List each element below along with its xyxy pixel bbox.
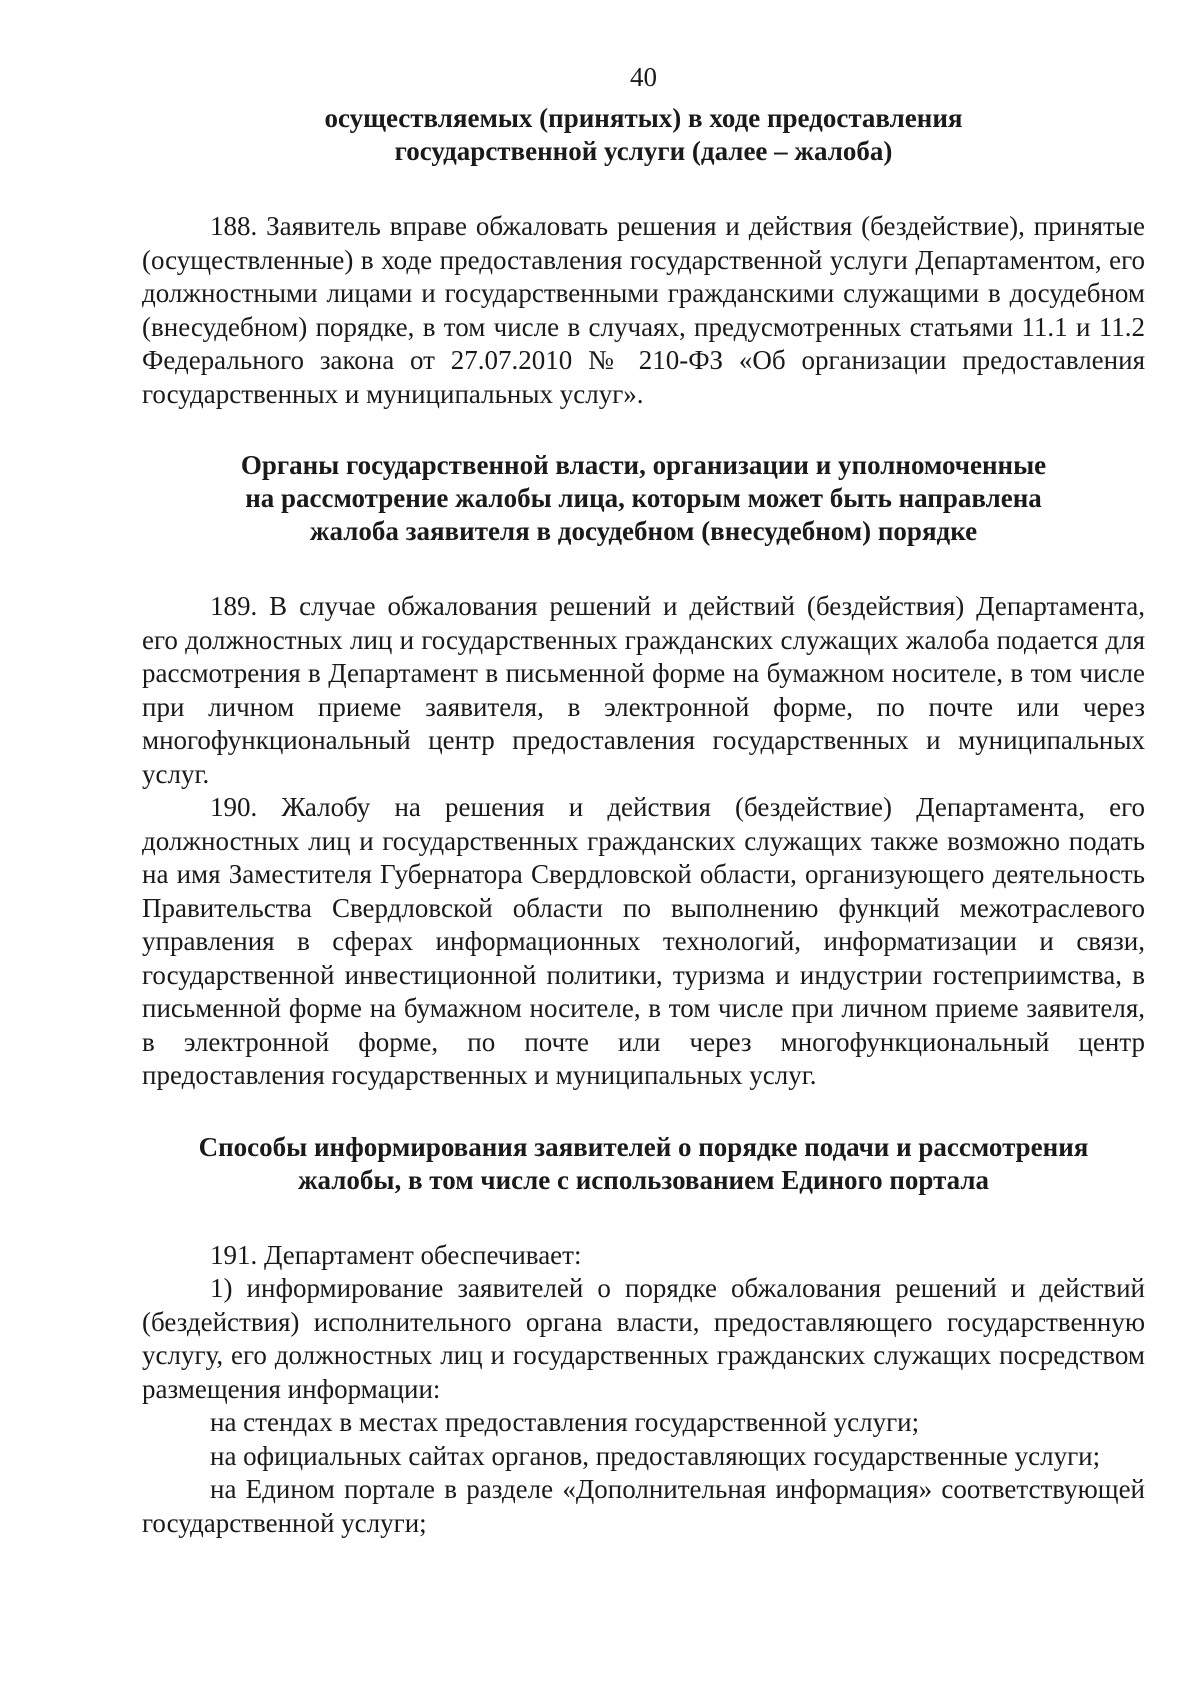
heading-line: Органы государственной власти, организации и уполномоченные [240, 450, 1047, 480]
section-heading-methods [142, 1131, 1145, 1197]
heading-line: Способы информирования заявителей о порядке подачи и рассмотрения [198, 1131, 1089, 1162]
paragraph-191: 191. Департамент обеспечивает: [210, 1239, 582, 1270]
heading-line: жалобы, в том числе с использованием Единого портала [297, 1164, 990, 1195]
list-item-sites: на официальных сайтах органов, предоставляющих государственные услуги; [210, 1440, 1101, 1471]
list-item-stands: на стендах в местах предоставления государственной услуги; [210, 1407, 920, 1437]
page-number: 40 [630, 62, 657, 92]
section-heading-continued [142, 102, 1145, 168]
paragraph-190: 190. Жалобу на решения и действия (бездействие) Департамента, его должностных лиц и государственных гражданских служащих также возможно подать на имя Заместителя Губернатора Свердловской области, организующего деятельность Правительства Свердловской области по выполнению функций межотраслевого управления в сферах информационных технологий, информатизации и связи, государственной инвестиционной политики, туризма и индустрии гостеприимства, в письменной форме на бумажном носителе, в том числе при личном приеме заявителя, в электронной форме, по почте или через многофункциональный центр предоставления государственных и муниципальных услуг. [142, 792, 1145, 1090]
heading-line: жалоба заявителя в досудебном (внесудебном) порядке [309, 516, 978, 546]
section-heading-organs [142, 449, 1145, 548]
heading-line: государственной услуги (далее – жалоба) [394, 136, 893, 166]
heading-line: осуществляемых (принятых) в ходе предоставления [324, 103, 963, 133]
heading-line: на рассмотрение жалобы лица, которым может быть направлена [245, 483, 1042, 513]
paragraph-189: 189. В случае обжалования решений и действий (бездействия) Департамента, его должностных лиц и государственных гражданских служащих жалоба подается для рассмотрения в Департамент в письменной форме на бумажном носителе, в том числе при личном приеме заявителя, в электронной форме, по почте или через многофункциональный центр предоставления государственных и муниципальных услуг. [142, 591, 1145, 789]
document-page [142, 60, 1145, 1540]
list-item-informing: 1) информирование заявителей о порядке обжалования решений и действий (бездействия) исполнительного органа власти, предоставляющего государственную услугу, его должностных лиц и государственных гражданских служащих посредством размещения информации: [142, 1273, 1145, 1404]
paragraph-188: 188. Заявитель вправе обжаловать решения и действия (бездействие), принятые (осуществленные) в ходе предоставления государственной услуги Департаментом, его должностными лицами и государственными гражданскими служащими в досудебном (внесудебном) порядке, в том числе в случаях, предусмотренных статьями 11.1 и 11.2 Федерального закона от 27.07.2010 № 210-ФЗ «Об организации предоставления государственных и муниципальных услуг». [142, 211, 1145, 409]
list-item-portal: на Едином портале в разделе «Дополнительная информация» соответствующей государственной услуги; [142, 1474, 1145, 1538]
